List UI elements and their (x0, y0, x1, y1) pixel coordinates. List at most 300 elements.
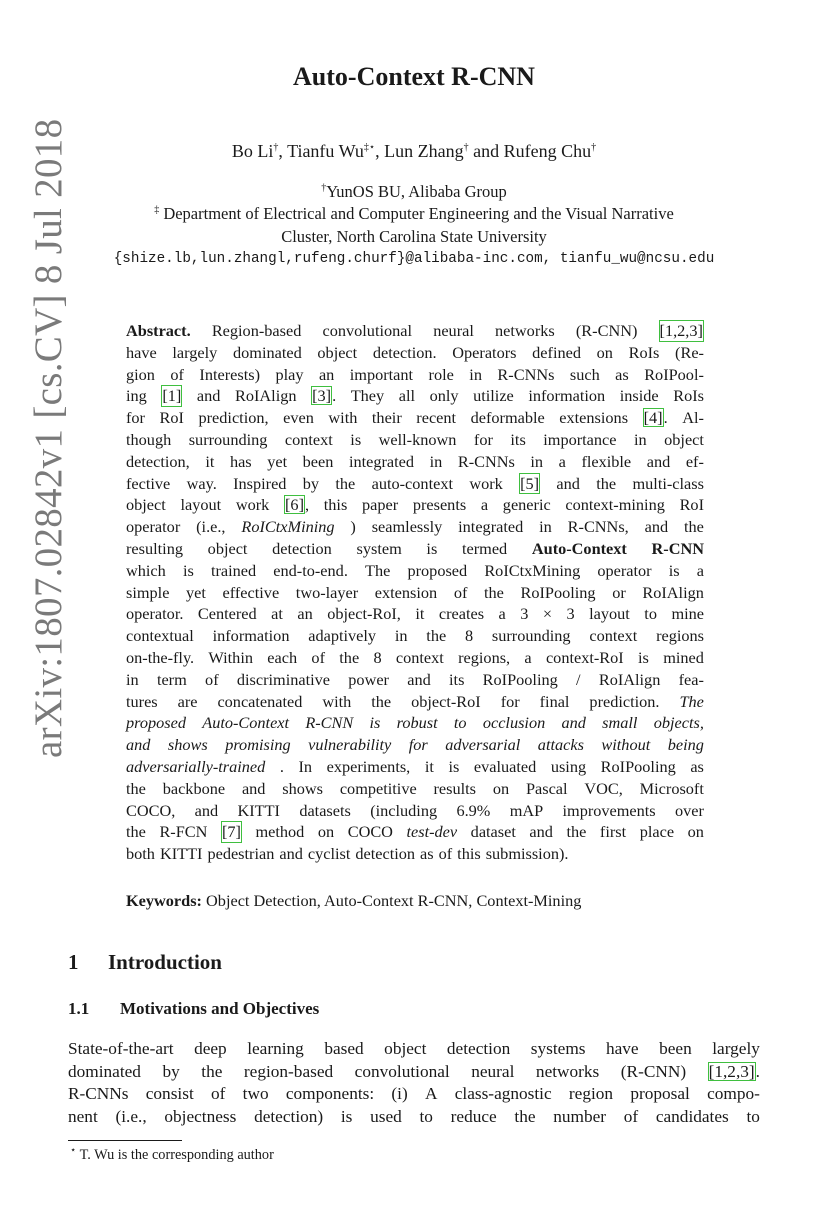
word: well-known (378, 429, 457, 449)
word: termed (461, 538, 508, 558)
word: recent (416, 408, 457, 428)
word: R-CNN (651, 538, 704, 558)
word: and (196, 386, 221, 406)
word: test-dev (406, 822, 458, 842)
word: robust (396, 713, 438, 733)
word: detection (446, 1039, 511, 1058)
word: is (182, 560, 194, 580)
word: shows (282, 778, 323, 798)
word: in (429, 451, 443, 471)
word: the (514, 1106, 536, 1126)
word: and (279, 844, 303, 864)
word: gion (126, 364, 155, 384)
word: In (298, 756, 313, 776)
word: object-RoI, (327, 604, 401, 624)
word: largely (712, 1039, 760, 1058)
word: role (428, 364, 454, 384)
punctuation: , (305, 495, 310, 515)
word: only (429, 386, 459, 406)
word: important (349, 364, 414, 384)
word: competitive (339, 778, 417, 798)
word: object (317, 342, 358, 362)
word: fective (126, 473, 171, 493)
word: a (524, 647, 532, 667)
word: it (424, 756, 434, 776)
word: a (558, 451, 566, 471)
abstract-line (126, 473, 704, 495)
word: ing (126, 386, 147, 406)
word: effective (222, 582, 280, 602)
word: operator. (126, 604, 184, 624)
word: by (162, 1061, 180, 1081)
word: RoIAlign (235, 386, 297, 406)
word: Interests) (199, 364, 260, 384)
word: been (302, 451, 334, 471)
word: backbone (162, 778, 226, 798)
word: to (746, 1106, 760, 1126)
abstract-line (126, 712, 704, 734)
word: place (639, 822, 675, 842)
word: A (424, 1084, 438, 1103)
abstract-line (126, 364, 704, 386)
word: in (530, 451, 544, 471)
word: the (426, 626, 447, 646)
word: vulnerability (308, 735, 392, 755)
abstract-line (126, 385, 704, 407)
word: and (561, 713, 586, 733)
abstract-line (126, 407, 704, 429)
word: of (211, 1084, 226, 1103)
word: object (126, 495, 166, 515)
word: in (469, 364, 482, 384)
word: evaluated (473, 756, 537, 776)
abstract-line (126, 603, 704, 625)
word: R-CNN (305, 713, 354, 733)
affiliation-mark: † (321, 182, 327, 194)
word: of (438, 844, 453, 864)
word: The (679, 691, 704, 711)
word: for (126, 408, 145, 428)
word: information (528, 386, 606, 406)
word: to (419, 1106, 433, 1126)
word: 6.9% (456, 800, 491, 820)
word: yet (186, 582, 206, 602)
word: work (235, 495, 270, 515)
abstract-label: Abstract. (126, 321, 191, 340)
word: 3 (520, 604, 529, 624)
word: RoI (679, 495, 704, 515)
word: two (242, 1084, 269, 1103)
word: a (480, 495, 489, 515)
word: generic (502, 495, 551, 515)
word: RoICtxMining (241, 517, 335, 537)
word: it (205, 451, 215, 471)
word: ) (350, 517, 356, 537)
citation-link[interactable]: [4] (643, 408, 663, 428)
author-list: Bo Li†, Tianfu Wu‡⋆, Lun Zhang† and Rufeng Chu† (231, 141, 597, 161)
word: and (194, 800, 219, 820)
word: of (205, 669, 219, 689)
word: is (350, 429, 362, 449)
word: in (539, 517, 552, 537)
word: R-CNNs (68, 1084, 129, 1103)
word: proposal (630, 1084, 690, 1103)
word: final (539, 691, 570, 711)
word: utilize (473, 386, 514, 406)
word: importance (543, 429, 617, 449)
word: as (690, 756, 704, 776)
footnote-rule (68, 1140, 182, 1141)
word: defined (532, 342, 581, 362)
abstract-line (126, 647, 704, 669)
word: datasets (299, 800, 351, 820)
word: on (687, 822, 704, 842)
citation-link[interactable]: [6] (285, 495, 304, 515)
word: inside (619, 386, 659, 406)
word: context (589, 626, 638, 646)
abstract-line (126, 756, 704, 778)
word: adaptively (308, 626, 377, 646)
word: end-to-end. (273, 560, 348, 580)
abstract-line (126, 582, 704, 604)
abstract-line (126, 538, 704, 560)
word: on-the-fly. (126, 647, 195, 667)
word: even (283, 408, 314, 428)
word: by (302, 473, 320, 493)
word: of (623, 1106, 639, 1126)
word: the (684, 517, 704, 537)
word: prediction. (589, 691, 660, 711)
word: the (201, 1061, 223, 1081)
word: RoIPool- (644, 364, 704, 384)
word: each (267, 647, 298, 667)
word: (R-CNN) (575, 321, 638, 340)
section-title: Introduction (108, 950, 222, 974)
word: to (644, 604, 657, 624)
word: this (457, 844, 481, 864)
word: a (498, 604, 506, 624)
affiliation-1 (0, 182, 828, 202)
word: small (602, 713, 638, 733)
word: COCO, (126, 800, 176, 820)
word: (including (370, 800, 438, 820)
word: without (601, 735, 651, 755)
keywords-text: Object Detection, Auto-Context R-CNN, Context-Mining (206, 891, 582, 910)
word: its (449, 669, 465, 689)
word: R-FCN (159, 822, 208, 842)
word: power (348, 669, 389, 689)
affiliation-3 (0, 227, 828, 247)
word: presents (412, 495, 467, 515)
citation-with-punctuation (311, 385, 336, 407)
footnote (70, 1147, 274, 1164)
word: their (371, 408, 402, 428)
keywords (126, 891, 581, 911)
word: R-CNNs (497, 364, 555, 384)
word: RoIs (673, 386, 704, 406)
word: operator (597, 560, 652, 580)
abstract-line (126, 494, 704, 516)
word: in (394, 626, 408, 646)
abstract-line (126, 342, 704, 364)
affiliation-2 (0, 204, 828, 224)
word: fea- (678, 669, 704, 689)
citation-link[interactable]: [3] (312, 386, 332, 406)
word: R-CNNs (457, 451, 515, 471)
word: the (339, 647, 360, 667)
word: 8 (464, 626, 474, 646)
word: class-agnostic (454, 1084, 552, 1103)
word: flexible (581, 451, 632, 471)
word: which (126, 560, 166, 580)
word: components: (285, 1084, 375, 1103)
abstract-line (126, 516, 704, 538)
author-affiliation-mark: † (273, 142, 279, 153)
word: proposed (407, 560, 468, 580)
word: its (510, 429, 526, 449)
word: compo- (707, 1084, 760, 1103)
word: the (566, 822, 587, 842)
body-line (68, 1106, 760, 1129)
word: mAP (509, 800, 544, 820)
word: occlusion (482, 713, 546, 733)
word: region-based (243, 1061, 334, 1081)
word: networks (495, 321, 555, 340)
word: on (492, 778, 510, 798)
word: nent (68, 1106, 98, 1126)
word: detection. (372, 342, 437, 362)
affiliation-mark: ‡ (154, 204, 160, 216)
word: seamlessly (371, 517, 443, 537)
word: / (576, 669, 581, 689)
word: the (371, 691, 392, 711)
word: or (612, 582, 626, 602)
word: Within (208, 647, 253, 667)
abstract-line (126, 451, 704, 473)
word: information (212, 626, 290, 646)
word: and (126, 735, 151, 755)
word: creates (438, 604, 485, 624)
abstract-line (126, 691, 704, 713)
word: paper (361, 495, 399, 515)
word: regions, (458, 647, 511, 667)
word: it (415, 604, 425, 624)
abstract-line (126, 800, 704, 822)
word: are (177, 691, 198, 711)
word: candidates (655, 1106, 729, 1126)
abstract-line (126, 320, 704, 342)
word: integrated (348, 451, 415, 471)
word: and (646, 451, 671, 471)
word: Operators (452, 342, 517, 362)
punctuation: . (663, 408, 668, 428)
word: simple (126, 582, 170, 602)
citation-link[interactable]: [1] (162, 386, 182, 406)
word: with (328, 408, 358, 428)
word: (R-CNN) (620, 1061, 687, 1081)
word: play (275, 364, 304, 384)
footnote-mark: ⋆ (70, 1145, 77, 1157)
word: (i.e., (115, 1106, 147, 1126)
word: is (448, 756, 460, 776)
word: the (335, 473, 356, 493)
body-line (68, 1038, 760, 1061)
word: 8 (373, 647, 382, 667)
abstract-line (126, 429, 704, 451)
word: discriminative (236, 669, 331, 689)
word: Centered (197, 604, 257, 624)
word: object-RoI (411, 691, 481, 711)
word: on (317, 822, 335, 842)
citation-link[interactable]: [1,2,3] (708, 1061, 755, 1081)
word: all (398, 386, 415, 406)
word: over (674, 800, 704, 820)
word: deep (194, 1039, 227, 1058)
citation-link[interactable]: [1,2,3] (659, 321, 703, 340)
word: (Re- (675, 342, 704, 362)
word: for (500, 691, 520, 711)
section-heading (68, 950, 222, 975)
word: promising (225, 735, 291, 755)
word: objectness (164, 1106, 237, 1126)
word: been (659, 1039, 692, 1058)
abstract-line (126, 821, 704, 843)
word: layout (180, 495, 222, 515)
word: context-RoI (545, 647, 624, 667)
word: They (350, 386, 385, 406)
word: The (365, 560, 391, 580)
abstract-line (126, 843, 704, 865)
word: × (542, 604, 553, 624)
word: resulting (126, 538, 183, 558)
word: RoICtxMining (484, 560, 581, 580)
word: of (311, 647, 325, 667)
word: deformable (470, 408, 545, 428)
citation-link[interactable]: [7] (221, 822, 241, 842)
citation-link[interactable]: [5] (520, 473, 540, 493)
word: on (596, 342, 613, 362)
affiliation-text: Cluster, North Carolina State University (281, 227, 547, 246)
word: RoIPooling (600, 756, 676, 776)
author-emails: {shize.lb,lun.zhangl,rufeng.churf}@alibaba-inc.com, tianfu_wu@ncsu.edu (113, 251, 715, 267)
word: and (529, 822, 553, 842)
subsection-heading (68, 999, 319, 1019)
word: method (255, 822, 305, 842)
punctuation: . (332, 386, 337, 406)
word: State-of-the-art (68, 1039, 174, 1058)
word: work (469, 473, 503, 493)
word: the (483, 582, 504, 602)
word: Auto-Context (531, 538, 627, 558)
author-affiliation-mark: † (591, 142, 597, 153)
author-name: Bo Li (231, 141, 274, 161)
word: and (241, 778, 266, 798)
word: surrounding (491, 626, 571, 646)
word: extension (374, 582, 438, 602)
word: context (284, 429, 333, 449)
word: pedestrian (207, 844, 275, 864)
word: convolutional (354, 1061, 450, 1081)
word: object (384, 1039, 427, 1058)
word: adversarially-trained (126, 756, 266, 776)
word: 3 (566, 604, 575, 624)
word: though (126, 429, 172, 449)
word: the (126, 822, 146, 842)
word: to (453, 713, 467, 733)
author-affiliation-mark: ‡⋆ (363, 142, 376, 153)
abstract-line (126, 560, 704, 582)
arxiv-identifier-stamp: arXiv:1807.02842v1 [cs.CV] 8 Jul 2018 (27, 118, 70, 758)
word: is (369, 713, 381, 733)
body-line (68, 1083, 760, 1106)
word: KITTI (237, 800, 280, 820)
word: a (696, 560, 704, 580)
author-affiliation-mark: † (463, 142, 469, 153)
word: consist (145, 1084, 194, 1103)
word: number (553, 1106, 607, 1126)
word: context-mining (565, 495, 665, 515)
word: using (550, 756, 587, 776)
word: RoIAlign (642, 582, 704, 602)
word: proposed (126, 713, 186, 733)
word: way. (186, 473, 217, 493)
word: the (596, 473, 617, 493)
word: RoIPooling (520, 582, 596, 602)
word: layout (589, 604, 630, 624)
word: first (599, 822, 627, 842)
word: based (324, 1039, 364, 1058)
word: has (229, 451, 252, 471)
word: for (473, 429, 493, 449)
word: detection) (254, 1106, 324, 1126)
word: an (318, 364, 335, 384)
word: dataset (470, 822, 516, 842)
word: integrated (458, 517, 524, 537)
affiliation-text: YunOS BU, Alibaba Group (326, 182, 507, 201)
word: adversarial (445, 735, 521, 755)
word: mine (671, 604, 704, 624)
word: detection (272, 538, 332, 558)
word: dominated (233, 342, 302, 362)
word: reduce (450, 1106, 497, 1126)
word: concatenated (217, 691, 303, 711)
word: neural (433, 321, 474, 340)
word: surrounding (188, 429, 268, 449)
word: object (664, 429, 704, 449)
word: the (126, 778, 146, 798)
word: Inspired (233, 473, 287, 493)
word: prediction, (198, 408, 269, 428)
word: learning (247, 1039, 304, 1058)
keywords-label: Keywords: (126, 891, 202, 910)
word: being (667, 735, 704, 755)
word: Auto-Context (202, 713, 290, 733)
word: RoI (159, 408, 184, 428)
footnote-text: T. Wu is the corresponding author (79, 1147, 274, 1163)
word: as (615, 364, 629, 384)
word: with (322, 691, 352, 711)
word: tures (126, 691, 158, 711)
word: shows (167, 735, 208, 755)
word: RoIAlign (598, 669, 661, 689)
word: results (433, 778, 477, 798)
abstract-line (126, 734, 704, 756)
word: multi-class (632, 473, 704, 493)
word: have (126, 342, 157, 362)
word: is (638, 647, 649, 667)
body-paragraph (68, 1038, 760, 1128)
word: two-layer (295, 582, 359, 602)
